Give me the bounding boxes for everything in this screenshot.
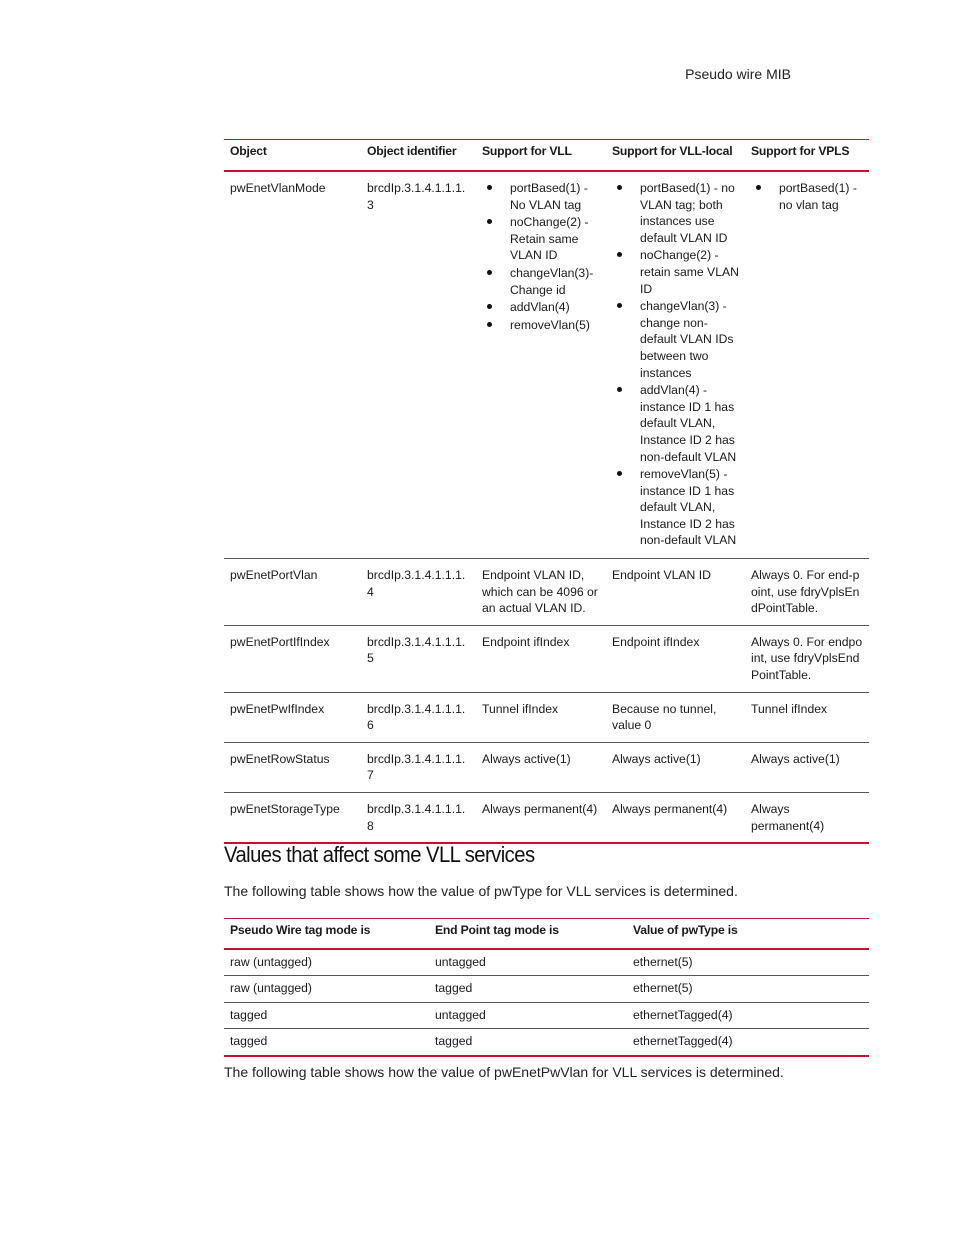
oid-cell: brcdIp.3.1.4.1.1.1.8 — [367, 802, 466, 833]
object-cell: pwEnetPortVlan — [230, 568, 318, 583]
pwtype-table — [224, 918, 869, 1057]
list-item: noChange(2) - Retain same VLAN ID — [482, 214, 600, 264]
list-item: portBased(1) - No VLAN tag — [482, 180, 600, 213]
vll-local-cell: Always active(1) — [612, 751, 701, 766]
table-cell: raw (untagged) — [230, 954, 312, 969]
table-row — [224, 625, 869, 692]
bullet-list — [751, 180, 863, 213]
list-item: changeVlan(3) - change non-default VLAN IDs between two instances — [612, 298, 739, 381]
oid-cell: brcdIp.3.1.4.1.1.1.5 — [367, 634, 466, 666]
table-cell: untagged — [435, 1007, 486, 1022]
vll-cell: Tunnel ifIndex — [482, 701, 559, 716]
column-header-pw-tag-mode: Pseudo Wire tag mode is — [230, 923, 371, 937]
vll-cell: Endpoint VLAN ID, which can be 4096 or an actual VLAN ID. — [482, 568, 598, 616]
table-header-row — [224, 919, 869, 949]
table-cell: ethernet(5) — [633, 981, 693, 996]
table-row — [224, 793, 869, 844]
table-cell: tagged — [230, 1007, 268, 1022]
table-row — [224, 1002, 869, 1029]
list-item: addVlan(4) — [482, 299, 600, 316]
column-header-pwtype-value: Value of pwType is — [633, 923, 738, 937]
list-item: portBased(1) - no VLAN tag; both instances use default VLAN ID — [612, 180, 739, 246]
vpls-cell — [745, 171, 869, 559]
outro-paragraph: The following table shows how the value of pwEnetPwVlan for VLL services is determined. — [224, 1064, 784, 1080]
vll-cell: Always permanent(4) — [482, 802, 598, 816]
vll-local-cell: Endpoint ifIndex — [612, 634, 700, 649]
table-cell: ethernetTagged(4) — [633, 1007, 733, 1022]
table-header-row — [224, 140, 869, 172]
oid-cell: brcdIp.3.1.4.1.1.1.7 — [367, 751, 466, 783]
mib-object-table — [224, 139, 869, 844]
vll-local-cell — [606, 171, 745, 559]
vpls-cell: Tunnel ifIndex — [751, 701, 828, 716]
table-row — [224, 1029, 869, 1056]
column-header-endpoint-tag-mode: End Point tag mode is — [435, 923, 559, 937]
oid-cell: brcdIp.3.1.4.1.1.1.3 — [367, 181, 466, 212]
object-cell: pwEnetVlanMode — [230, 181, 326, 195]
list-item: noChange(2) - retain same VLAN ID — [612, 247, 739, 297]
table-cell: ethernet(5) — [633, 954, 693, 969]
vpls-cell: Always 0. For endpoint, use fdryVplsEndPointTable. — [751, 634, 863, 683]
column-header-support-vll-local: Support for VLL-local — [612, 144, 733, 158]
vll-cell — [476, 171, 606, 559]
list-item: removeVlan(5) - instance ID 1 has default VLAN, Instance ID 2 has non-default VLAN — [612, 466, 739, 549]
list-item: changeVlan(3)- Change id — [482, 265, 600, 298]
vll-cell: Endpoint ifIndex — [482, 634, 570, 649]
table-cell: ethernetTagged(4) — [633, 1034, 733, 1049]
table-row — [224, 742, 869, 792]
table-row — [224, 171, 869, 559]
column-header-support-vll: Support for VLL — [482, 144, 572, 158]
vpls-cell: Always active(1) — [751, 751, 840, 766]
oid-cell: brcdIp.3.1.4.1.1.1.4 — [367, 568, 466, 599]
table-row — [224, 949, 869, 976]
table-cell: tagged — [230, 1034, 268, 1049]
table-row — [224, 692, 869, 742]
list-item: addVlan(4) - instance ID 1 has default VLAN, Instance ID 2 has non-default VLAN — [612, 382, 739, 465]
vll-local-cell: Because no tunnel, value 0 — [612, 701, 717, 733]
vpls-cell: Always permanent(4) — [751, 802, 825, 833]
object-cell: pwEnetStorageType — [230, 802, 340, 816]
table-cell: untagged — [435, 954, 486, 969]
list-item: removeVlan(5) — [482, 317, 600, 334]
table-cell: tagged — [435, 1034, 473, 1049]
object-cell: pwEnetRowStatus — [230, 751, 330, 766]
running-header: Pseudo wire MIB — [685, 66, 791, 82]
oid-cell: brcdIp.3.1.4.1.1.1.6 — [367, 701, 466, 733]
table-cell: tagged — [435, 981, 473, 996]
table-cell: raw (untagged) — [230, 981, 312, 996]
vll-local-cell: Endpoint VLAN ID — [612, 568, 711, 583]
vpls-cell: Always 0. For end-point, use fdryVplsEndPointTable. — [751, 568, 860, 616]
section-heading: Values that affect some VLL services — [224, 842, 535, 867]
intro-paragraph: The following table shows how the value of pwType for VLL services is determined. — [224, 883, 738, 899]
bullet-list — [612, 180, 739, 549]
object-cell: pwEnetPortIfIndex — [230, 634, 330, 649]
table-row — [224, 559, 869, 626]
vll-local-cell: Always permanent(4) — [612, 802, 728, 816]
table-row — [224, 976, 869, 1003]
column-header-object-identifier: Object identifier — [367, 144, 457, 158]
column-header-object: Object — [230, 144, 267, 158]
vll-cell: Always active(1) — [482, 751, 571, 766]
bullet-list — [482, 180, 600, 333]
object-cell: pwEnetPwIfIndex — [230, 701, 325, 716]
list-item: portBased(1) - no vlan tag — [751, 180, 863, 213]
column-header-support-vpls: Support for VPLS — [751, 144, 850, 158]
